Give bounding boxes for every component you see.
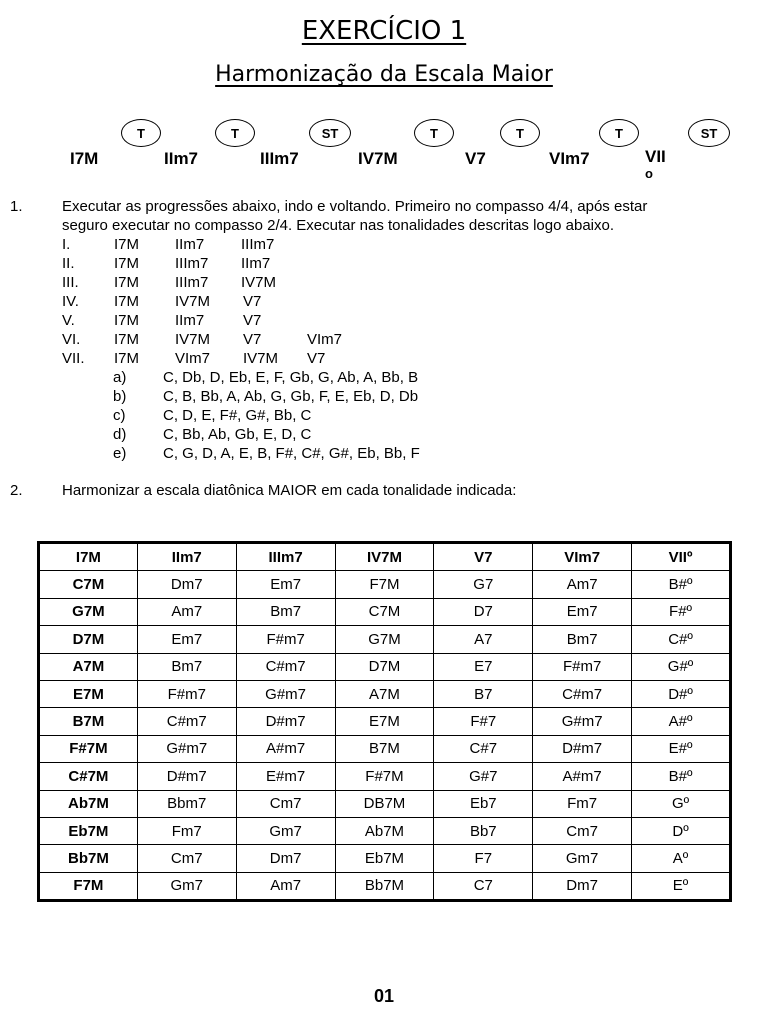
key-cell: Bb7M xyxy=(39,845,138,872)
chord: IIIm7 xyxy=(241,236,275,253)
chord: V7 xyxy=(307,350,326,367)
chord-cell: D#º xyxy=(632,680,731,707)
chord-cell: B#º xyxy=(632,571,731,598)
chord: IIm7 xyxy=(175,312,205,329)
degree-label: IIIm7 xyxy=(260,149,299,168)
key-cell: Eb7M xyxy=(39,817,138,844)
table-row xyxy=(39,598,731,625)
table-row xyxy=(39,735,731,762)
chord-cell: Dm7 xyxy=(236,845,335,872)
step-oval: T xyxy=(599,119,639,147)
chord-cell: Aº xyxy=(632,845,731,872)
degree-label: V7 xyxy=(465,149,486,168)
chord-cell: G7M xyxy=(335,626,434,653)
key-cell: E7M xyxy=(39,680,138,707)
column-header: IV7M xyxy=(335,543,434,571)
chord-cell: F#7M xyxy=(335,763,434,790)
column-header: I7M xyxy=(39,543,138,571)
chord-cell: C#m7 xyxy=(533,680,632,707)
chord: IIIm7 xyxy=(175,274,209,291)
key-cell: C#7M xyxy=(39,763,138,790)
chord: VIm7 xyxy=(307,331,343,348)
column-header: V7 xyxy=(434,543,533,571)
table-body xyxy=(39,571,731,901)
chord-cell: Gm7 xyxy=(533,845,632,872)
table-row xyxy=(39,571,731,598)
degree-label: I7M xyxy=(70,149,99,168)
chord-cell: Dm7 xyxy=(137,571,236,598)
chord-cell: Am7 xyxy=(137,598,236,625)
chord-cell: G#7 xyxy=(434,763,533,790)
step-oval: T xyxy=(414,119,454,147)
degree-label: VII xyxy=(645,147,666,166)
chord-cell: F#m7 xyxy=(236,626,335,653)
progression-row xyxy=(62,349,325,368)
instruction-line: Executar as progressões abaixo, indo e voltando. Primeiro no compasso 4/4, após estar xyxy=(62,198,648,215)
chord-cell: E7M xyxy=(335,708,434,735)
diminished-mark: o xyxy=(645,166,653,181)
chord-cell: D7M xyxy=(335,653,434,680)
chord-cell: F7 xyxy=(434,845,533,872)
table-row xyxy=(39,763,731,790)
chord-cell: D#m7 xyxy=(137,763,236,790)
chord-cell: Fm7 xyxy=(137,817,236,844)
table-row xyxy=(39,817,731,844)
key-list-letter: b) xyxy=(113,388,127,405)
chord: IIm7 xyxy=(241,255,271,272)
chord: IV7M xyxy=(175,293,211,310)
chord-cell: Fm7 xyxy=(533,790,632,817)
chord-cell: F#m7 xyxy=(533,653,632,680)
chord-cell: C#m7 xyxy=(137,708,236,735)
progression-row xyxy=(62,235,274,254)
column-header: VIIº xyxy=(632,543,731,571)
chord-cell: D#m7 xyxy=(533,735,632,762)
progression-row xyxy=(62,292,261,311)
chord-cell: Cm7 xyxy=(236,790,335,817)
chord-cell: DB7M xyxy=(335,790,434,817)
key-list-letter: a) xyxy=(113,369,127,386)
chord: IIm7 xyxy=(175,236,205,253)
chord-cell: A7M xyxy=(335,680,434,707)
page-subtitle: Harmonização da Escala Maior xyxy=(215,62,553,87)
chord: I7M xyxy=(114,236,140,253)
chord-cell: Bm7 xyxy=(236,598,335,625)
chord-cell: G#m7 xyxy=(137,735,236,762)
chord: IIIm7 xyxy=(175,255,209,272)
key-cell: F#7M xyxy=(39,735,138,762)
progression-number: II. xyxy=(62,255,75,272)
degree-label: IV7M xyxy=(358,149,398,168)
chord-cell: Eb7M xyxy=(335,845,434,872)
key-cell: B7M xyxy=(39,708,138,735)
item-number: 1. xyxy=(10,198,23,215)
chord-cell: Am7 xyxy=(236,872,335,900)
chord-cell: C7M xyxy=(335,598,434,625)
chord-cell: F#º xyxy=(632,598,731,625)
step-oval: ST xyxy=(309,119,351,147)
key-list-row xyxy=(113,425,311,444)
degree-label: IIm7 xyxy=(164,149,199,168)
chord-cell: G#m7 xyxy=(236,680,335,707)
chord-cell: F#m7 xyxy=(137,680,236,707)
key-list: C, D, E, F#, G#, Bb, C xyxy=(163,407,312,424)
chord-cell: A#m7 xyxy=(236,735,335,762)
chord-cell: Bb7M xyxy=(335,872,434,900)
chord-cell: Cm7 xyxy=(533,817,632,844)
table-row xyxy=(39,790,731,817)
chord-cell: Gm7 xyxy=(236,817,335,844)
chord-cell: E#º xyxy=(632,735,731,762)
chord-cell: Ab7M xyxy=(335,817,434,844)
table-row xyxy=(39,653,731,680)
chord: I7M xyxy=(114,331,140,348)
chord-cell: A#º xyxy=(632,708,731,735)
chord-cell: Bm7 xyxy=(137,653,236,680)
chord: V7 xyxy=(243,293,262,310)
table-row xyxy=(39,626,731,653)
table-row xyxy=(39,872,731,900)
key-list: C, G, D, A, E, B, F#, C#, G#, Eb, Bb, F xyxy=(163,445,420,462)
chord-cell: B7M xyxy=(335,735,434,762)
chord: I7M xyxy=(114,255,140,272)
chord-cell: Dm7 xyxy=(533,872,632,900)
step-oval: T xyxy=(500,119,540,147)
chord-cell: A#m7 xyxy=(533,763,632,790)
chord-cell: Cm7 xyxy=(137,845,236,872)
chord-cell: Em7 xyxy=(137,626,236,653)
progression-number: I. xyxy=(62,236,71,253)
step-oval: T xyxy=(121,119,161,147)
progression-row xyxy=(62,254,270,273)
chord: IV7M xyxy=(243,350,279,367)
key-list-letter: d) xyxy=(113,426,127,443)
step-oval: ST xyxy=(688,119,730,147)
chord-cell: C#7 xyxy=(434,735,533,762)
chord-cell: Bm7 xyxy=(533,626,632,653)
table-header-row xyxy=(39,543,731,571)
progression-number: IV. xyxy=(62,293,79,310)
chord-cell: B7 xyxy=(434,680,533,707)
chord: I7M xyxy=(114,312,140,329)
progression-number: V. xyxy=(62,312,75,329)
key-list-letter: c) xyxy=(113,407,126,424)
chord-cell: Eb7 xyxy=(434,790,533,817)
chord-cell: C#º xyxy=(632,626,731,653)
chord-cell: G7 xyxy=(434,571,533,598)
harmonization-table xyxy=(37,541,732,902)
chord-cell: E7 xyxy=(434,653,533,680)
key-list-row xyxy=(113,406,311,425)
chord-cell: C#m7 xyxy=(236,653,335,680)
chord-cell: Bb7 xyxy=(434,817,533,844)
column-header: IIIm7 xyxy=(236,543,335,571)
chord-cell: G#m7 xyxy=(533,708,632,735)
chord: IV7M xyxy=(175,331,211,348)
chord-cell: B#º xyxy=(632,763,731,790)
progression-row xyxy=(62,330,342,349)
progression-number: III. xyxy=(62,274,79,291)
instruction-line: Harmonizar a escala diatônica MAIOR em cada tonalidade indicada: xyxy=(62,482,517,499)
key-cell: F7M xyxy=(39,872,138,900)
chord-cell: Bbm7 xyxy=(137,790,236,817)
chord: V7 xyxy=(243,312,262,329)
chord-cell: Gm7 xyxy=(137,872,236,900)
chord-cell: Am7 xyxy=(533,571,632,598)
column-header: VIm7 xyxy=(533,543,632,571)
key-list-row xyxy=(113,368,418,387)
key-list: C, Db, D, Eb, E, F, Gb, G, Ab, A, Bb, B xyxy=(163,369,419,386)
key-list: C, Bb, Ab, Gb, E, D, C xyxy=(163,426,312,443)
progression-row xyxy=(62,273,276,292)
table-row xyxy=(39,680,731,707)
chord-cell: Dº xyxy=(632,817,731,844)
chord-cell: F7M xyxy=(335,571,434,598)
key-cell: D7M xyxy=(39,626,138,653)
chord-cell: Em7 xyxy=(236,571,335,598)
page-title: EXERCÍCIO 1 xyxy=(301,16,467,46)
page-number: 01 xyxy=(373,986,395,1006)
key-cell: G7M xyxy=(39,598,138,625)
chord-cell: D#m7 xyxy=(236,708,335,735)
progression-number: VII. xyxy=(62,350,85,367)
key-list-row xyxy=(113,444,420,463)
chord-cell: Em7 xyxy=(533,598,632,625)
step-oval: T xyxy=(215,119,255,147)
key-list-letter: e) xyxy=(113,445,127,462)
column-header: IIm7 xyxy=(137,543,236,571)
chord: V7 xyxy=(243,331,262,348)
key-list-row xyxy=(113,387,418,406)
chord: VIm7 xyxy=(175,350,211,367)
key-cell: Ab7M xyxy=(39,790,138,817)
chord: I7M xyxy=(114,274,140,291)
chord: IV7M xyxy=(241,274,277,291)
chord: I7M xyxy=(114,293,140,310)
chord-cell: F#7 xyxy=(434,708,533,735)
progression-row xyxy=(62,311,261,330)
chord-cell: Eº xyxy=(632,872,731,900)
item-number: 2. xyxy=(10,482,23,499)
chord-cell: C7 xyxy=(434,872,533,900)
chord: I7M xyxy=(114,350,140,367)
key-cell: C7M xyxy=(39,571,138,598)
table-row xyxy=(39,708,731,735)
chord-cell: D7 xyxy=(434,598,533,625)
progression-number: VI. xyxy=(62,331,81,348)
chord-cell: A7 xyxy=(434,626,533,653)
table-row xyxy=(39,845,731,872)
key-cell: A7M xyxy=(39,653,138,680)
chord-cell: G#º xyxy=(632,653,731,680)
chord-cell: E#m7 xyxy=(236,763,335,790)
chord-cell: Gº xyxy=(632,790,731,817)
degree-label: VIm7 xyxy=(549,149,590,168)
key-list: C, B, Bb, A, Ab, G, Gb, F, E, Eb, D, Db xyxy=(163,388,419,405)
instruction-line: seguro executar no compasso 2/4. Executar nas tonalidades descritas logo abaixo. xyxy=(62,217,614,234)
